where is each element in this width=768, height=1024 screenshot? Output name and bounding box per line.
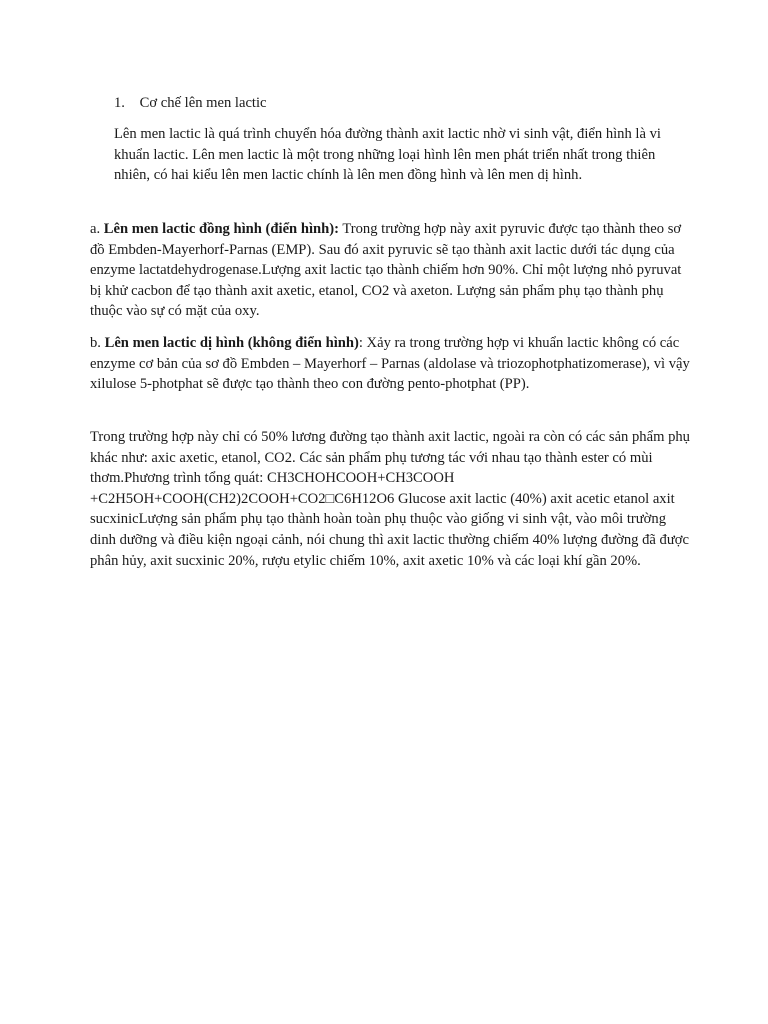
paragraph-a-text: Trong trường hợp này axit pyruvic được tạo thành theo sơ đồ Embden-Mayerhorf-Parnas (EMP). Sau đó axit pyruvic sẽ tạo thành axit lactic dưới tác dụng của enzyme lactatdehydrogenase.Lượng axit lactic tạo thành chiếm hơn 90%. Chỉ một lượng nhỏ pyruvat bị khử cacbon để tạo thành axit axetic, etanol, CO2 và axeton. Lượng sản phẩm phụ tạo thành phụ thuộc vào sự có mặt của oxy.	[90, 221, 682, 320]
paragraph-a-prefix: a.	[90, 221, 104, 237]
paragraph-byproducts: Trong trường hợp này chỉ có 50% lương đường tạo thành axit lactic, ngoài ra còn có các sản phẩm phụ khác như: axic axetic, etanol, CO2. Các sản phẩm phụ tương tác với nhau tạo thành ester có mùi thơm.Phương trình tổng quát: CH3CHOHCOOH+CH3COOH +C2H5OH+COOH(CH2)2COOH+CO2□C6H12O6 Glucose axit lactic (40%) axit acetic etanol axit sucxinicLượng sản phẩm phụ tạo thành hoàn toàn phụ thuộc vào giống vi sinh vật, vào môi trường dinh dưỡng và điều kiện ngoại cảnh, nói chung thì axit lactic thường chiếm 40% lượng đường đã được phân hủy, axit sucxinic 20%, rượu etylic chiếm 10%, axit axetic 10% và các loại khí gần 20%.	[90, 429, 690, 569]
paragraph-b-prefix: b.	[90, 335, 105, 351]
paragraph-b-text: : Xảy ra trong trường hợp vi khuẩn lactic không có các enzyme cơ bản của sơ đồ Embden – Mayerhorf – Parnas (aldolase và triozophotphatizomerase), vì vậy xilulose 5-photphat sẽ được tạo thành theo con đường pento-photphat (PP).	[90, 335, 690, 393]
section-heading	[114, 93, 674, 114]
heading-number: 1.	[114, 95, 125, 111]
paragraph-heterofermentative	[90, 333, 694, 395]
heading-title: Cơ chế lên men lactic	[139, 95, 267, 111]
paragraph-b-bold-heading: Lên men lactic dị hình (không điển hình)	[104, 335, 359, 351]
intro-paragraph: Lên men lactic là quá trình chuyển hóa đường thành axit lactic nhờ vi sinh vật, điển hình là vi khuẩn lactic. Lên men lactic là một trong những loại hình lên men phát triển nhất trong thiên nhiên, có hai kiểu lên men lactic chính là lên men đồng hình và lên men dị hình.	[114, 126, 661, 184]
paragraph-a-bold-heading: Lên men lactic đồng hình (điển hình):	[103, 221, 339, 237]
paragraph-homofermentative	[90, 219, 694, 322]
